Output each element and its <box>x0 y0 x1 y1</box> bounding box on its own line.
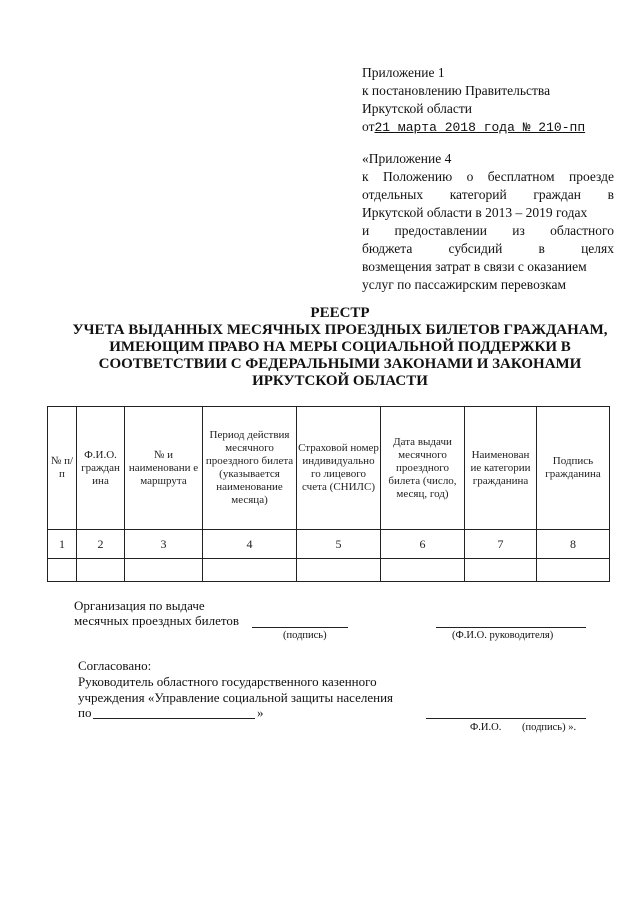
empty-cell <box>125 559 203 582</box>
appendix-4-title: «Приложение 4 <box>362 151 452 166</box>
number-cell: 8 <box>537 530 610 559</box>
empty-cell <box>203 559 297 582</box>
title-line-3: ИМЕЮЩИМ ПРАВО НА МЕРЫ СОЦИАЛЬНОЙ ПОДДЕРЖКИ В <box>109 339 571 355</box>
date-prefix: от <box>362 119 375 134</box>
title-line-5: ИРКУТСКОЙ ОБЛАСТИ <box>252 373 428 389</box>
caption-fio: Ф.И.О. <box>470 722 502 733</box>
header-cell-number: № п/п <box>48 407 77 530</box>
empty-cell <box>77 559 125 582</box>
register-table <box>47 406 610 582</box>
table-empty-row <box>48 559 610 582</box>
caption-signature: (подпись) <box>283 630 327 641</box>
title-line-2: УЧЕТА ВЫДАННЫХ МЕСЯЧНЫХ ПРОЕЗДНЫХ БИЛЕТОВ ГРАЖДАНАМ, <box>72 322 608 338</box>
head-line-1: Руководитель областного государственного казенного <box>78 674 377 689</box>
empty-cell <box>537 559 610 582</box>
date-value: 21 марта 2018 года № 210-пп <box>374 120 586 135</box>
org-head-name-line <box>436 627 586 628</box>
number-cell: 7 <box>465 530 537 559</box>
number-cell: 1 <box>48 530 77 559</box>
number-cell: 2 <box>77 530 125 559</box>
appendix-4-line-5: и предоставлении из областного <box>362 223 614 238</box>
table-header-row <box>48 407 610 530</box>
header-cell-name: Ф.И.О. граждан ина <box>77 407 125 530</box>
header-cell-category: Наименован ие категории гражданина <box>465 407 537 530</box>
title-line-1: РЕЕСТР <box>310 305 370 321</box>
header-cell-period: Период действия месячного проездного билета (указывается наименование месяца) <box>203 407 297 530</box>
agreed-label: Согласовано: <box>78 658 152 673</box>
head-prefix: по <box>78 705 92 720</box>
appendix-1-region: Иркутской области <box>362 101 473 116</box>
empty-cell <box>381 559 465 582</box>
number-cell: 4 <box>203 530 297 559</box>
appendix-4-line-3: отдельных категорий граждан в <box>362 187 614 202</box>
number-cell: 5 <box>297 530 381 559</box>
number-cell: 3 <box>125 530 203 559</box>
table-number-row <box>48 530 610 559</box>
appendix-1-header <box>362 64 585 137</box>
head-signature-line <box>426 718 586 719</box>
empty-cell <box>48 559 77 582</box>
empty-cell <box>465 559 537 582</box>
head-suffix: » <box>257 705 264 720</box>
appendix-1-title: Приложение 1 <box>362 65 445 80</box>
empty-cell <box>297 559 381 582</box>
number-cell: 6 <box>381 530 465 559</box>
appendix-4-line-8: услуг по пассажирским перевозкам <box>362 277 567 292</box>
appendix-1-date <box>362 118 585 137</box>
appendix-4-header <box>362 150 614 294</box>
appendix-4-line-6: бюджета субсидий в целях <box>362 241 614 256</box>
head-line-2: учреждения «Управление социальной защиты населения <box>78 690 394 705</box>
head-department-line <box>93 718 255 719</box>
document-title <box>40 305 640 390</box>
org-label-line-1: Организация по выдаче <box>74 598 205 613</box>
appendix-1-resolution: к постановлению Правительства <box>362 83 551 98</box>
header-cell-issue-date: Дата выдачи месячного проездного билета (число, месяц, год) <box>381 407 465 530</box>
appendix-4-line-7: возмещения затрат в связи с оказанием <box>362 259 587 274</box>
title-line-4: СООТВЕТСТВИИ С ФЕДЕРАЛЬНЫМИ ЗАКОНАМИ И ЗАКОНАМИ <box>98 356 582 372</box>
caption-sign-end: (подпись) ». <box>522 722 577 733</box>
caption-head-name: (Ф.И.О. руководителя) <box>452 630 554 641</box>
header-cell-route: № и наименовани е маршрута <box>125 407 203 530</box>
org-signature-line <box>252 627 348 628</box>
header-cell-snils: Страховой номер индивидуально го лицевого счета (СНИЛС) <box>297 407 381 530</box>
header-cell-signature: Подпись гражданина <box>537 407 610 530</box>
appendix-4-line-2: к Положению о бесплатном проезде <box>362 169 614 184</box>
org-label-line-2: месячных проездных билетов <box>74 613 240 628</box>
appendix-4-line-4: Иркутской области в 2013 – 2019 годах <box>362 205 588 220</box>
